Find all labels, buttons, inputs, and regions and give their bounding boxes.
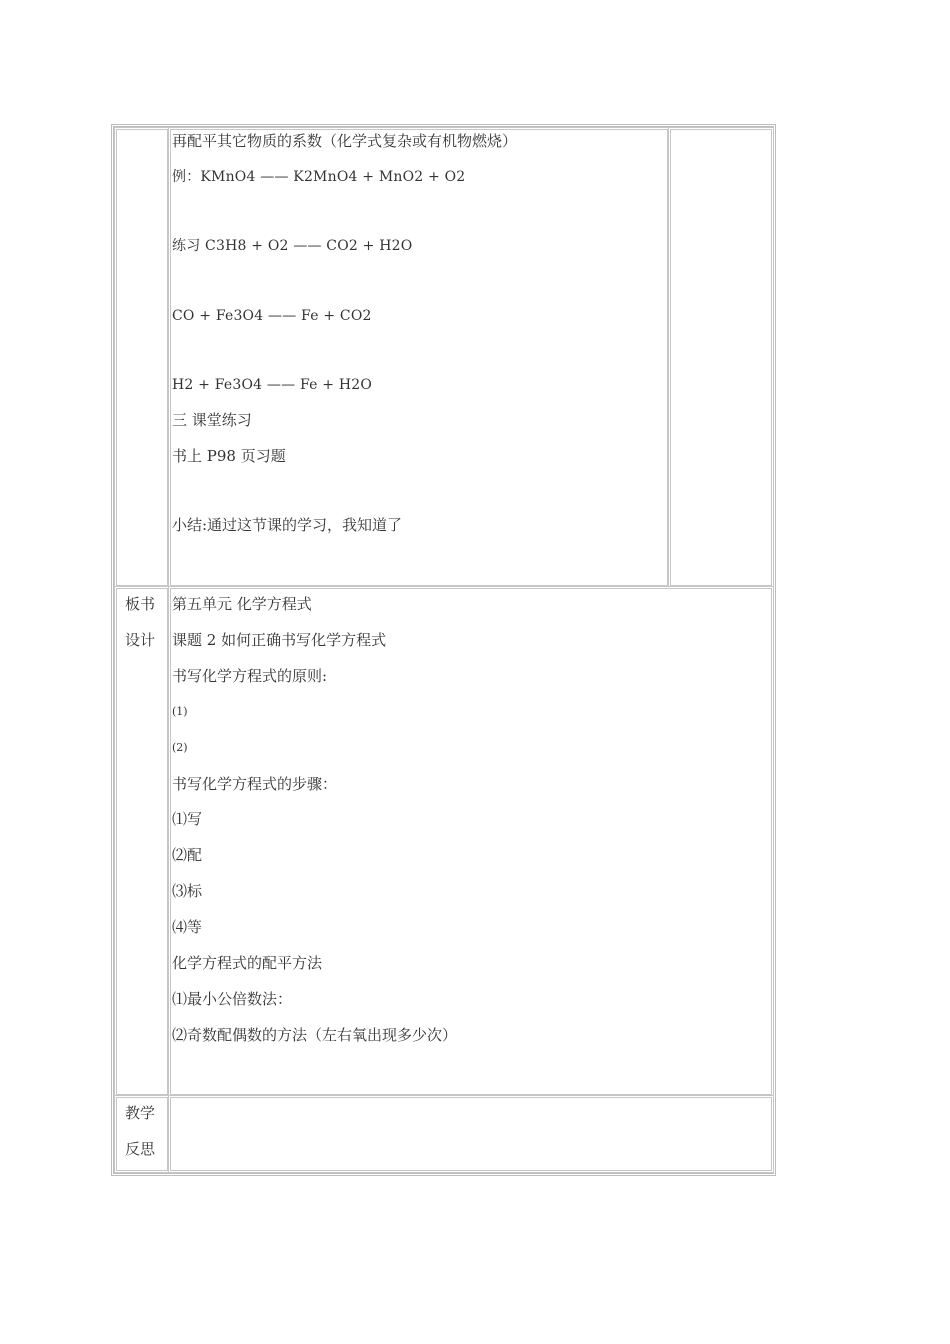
unit-title: 第五单元 化学方程式 [172,595,312,613]
steps-heading: 书写化学方程式的步骤： [172,775,338,793]
textbook-exercise-line: 书上 P98 页习题 [172,447,286,465]
board-design-label-1: 板书 [125,595,156,613]
board-design-label-2: 设计 [125,631,156,649]
step-balance: ⑵配 [172,846,203,864]
row3-content-cell [168,1095,774,1173]
classroom-practice-heading: 三 课堂练习 [172,411,252,429]
method-lcm: ⑴最小公倍数法： [172,990,293,1008]
principles-heading: 书写化学方程式的原则: [172,667,328,685]
row1-label-cell [114,127,170,588]
step-equal: ⑷等 [172,918,203,936]
reflection-label-2: 反思 [125,1140,156,1158]
principle-2: (2) [172,741,188,754]
principle-1: (1) [172,705,188,718]
row2-content-cell [168,586,774,1097]
example-equation: 例：KMnO4 —— K2MnO4 + MnO2 + O2 [172,169,466,185]
summary-line: 小结:通过这节课的学习，我知道了 [172,516,403,534]
step-write: ⑴写 [172,810,203,828]
row1-notes-cell [668,127,774,588]
instruction-line: 再配平其它物质的系数（化学式复杂或有机物燃烧） [172,132,518,150]
balancing-methods-heading: 化学方程式的配平方法 [172,954,323,972]
reflection-label-1: 教学 [125,1104,156,1122]
step-mark: ⑶标 [172,882,203,900]
practice-equation-1: 练习 C3H8 + O2 —— CO2 + H2O [172,238,413,254]
row2-label-cell [114,586,170,1097]
practice-equation-3: H2 + Fe3O4 —— Fe + H2O [172,377,373,393]
lesson-title: 课题 2 如何正确书写化学方程式 [172,631,387,649]
practice-equation-2: CO + Fe3O4 —— Fe + CO2 [172,308,372,324]
method-odd-even: ⑵奇数配偶数的方法（左右氧出现多少次） [172,1026,458,1044]
